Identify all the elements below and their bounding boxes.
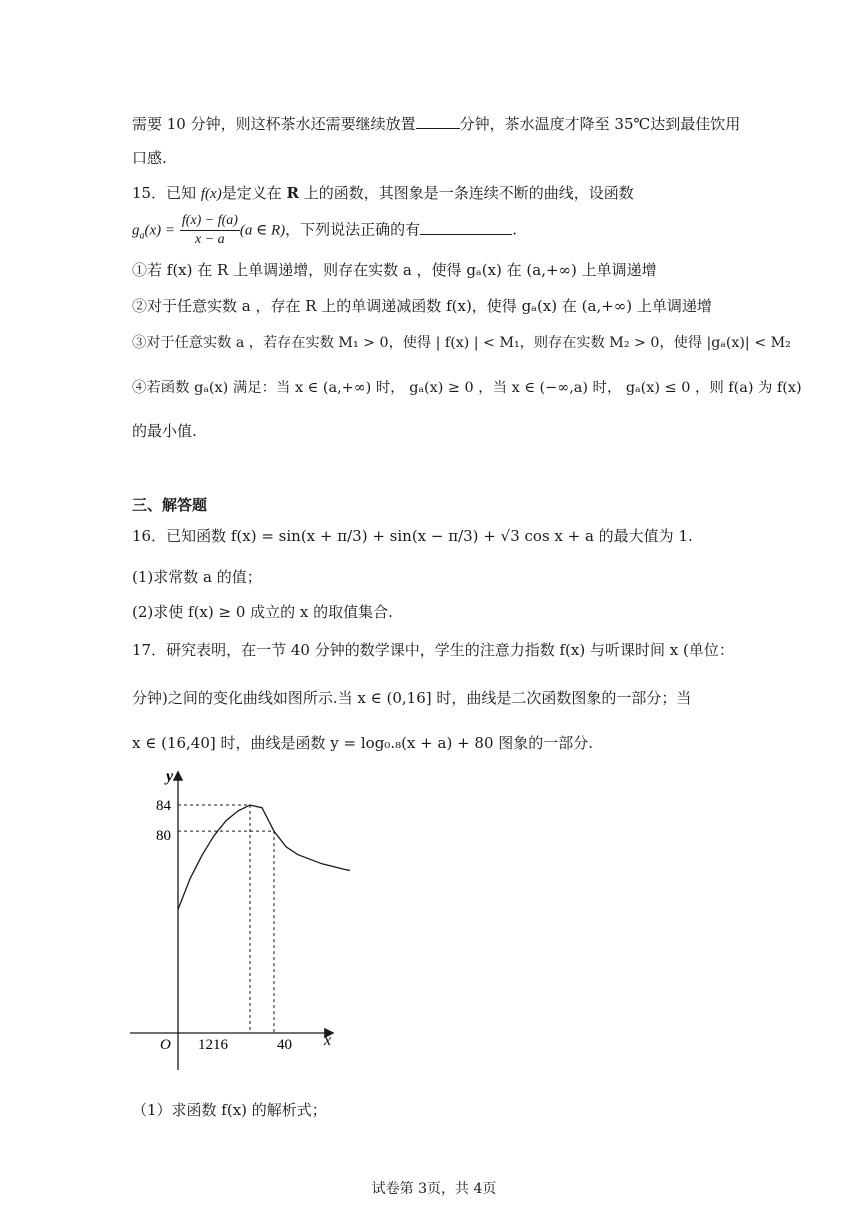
q15-stem	[132, 183, 634, 204]
q15-stem-b: 是定义在	[221, 184, 282, 202]
attention-graph	[130, 765, 350, 1075]
q15-fx: f(x)	[200, 186, 222, 202]
attention-curve	[178, 805, 350, 909]
section-title: 三、解答题	[132, 496, 208, 514]
g-subscript: a	[139, 230, 145, 242]
q16-stem: 16．已知函数 f(x) = sin(x + π/3) + sin(x − π/3) + √3 cos x + a 的最大值为 1.	[132, 527, 693, 545]
page-footer: 试卷第 3页，共 4页	[371, 1181, 497, 1197]
q15-answer-blank[interactable]	[420, 218, 512, 235]
q15-stem-c: 上的函数，其图象是一条连续不断的曲线，设函数	[303, 184, 634, 202]
q14-answer-blank[interactable]	[416, 112, 460, 129]
q15-option-1: ①若 f(x) 在 R 上单调递增，则存在实数 a ，使得 gₐ(x) 在 (a,+∞) 上单调递增	[132, 261, 657, 279]
q16-part2: (2)求使 f(x) ≥ 0 成立的 x 的取值集合.	[132, 603, 393, 621]
q16-part1: (1)求常数 a 的值；	[132, 568, 262, 586]
q15-stem-a: 15．已知	[132, 184, 197, 202]
origin-label: O	[160, 1037, 171, 1053]
q15-stem-d: ，下列说法正确的有	[285, 220, 421, 239]
q14-text-a: 需要 10 分钟，则这杯茶水还需要继续放置	[132, 115, 416, 133]
q15-g-definition	[132, 212, 517, 249]
guide-lines	[178, 805, 350, 1033]
g-fraction-num: f(x) − f(a)	[180, 212, 240, 231]
q14-line2: 口感.	[132, 149, 167, 167]
q15-option-2: ②对于任意实数 a ，存在 R 上的单调递减函数 f(x)，使得 gₐ(x) 在 (a,+∞) 上单调递增	[132, 297, 712, 315]
y-tick-80: 80	[156, 828, 171, 845]
q15-option-4: ④若函数 gₐ(x) 满足：当 x ∈ (a,+∞) 时， gₐ(x) ≥ 0 ，当 x ∈ (−∞,a) 时， gₐ(x) ≤ 0 ，则 f(a) 为 f(x)	[132, 380, 802, 396]
q17-line2: 分钟)之间的变化曲线如图所示.当 x ∈ (0,16] 时，曲线是二次函数图象的一部分；当	[132, 689, 692, 707]
g-symbol: g	[132, 222, 140, 239]
q15-stem-e: .	[512, 220, 517, 239]
q14-text-b: 分钟，茶水温度才降至 35℃达到最佳饮用	[459, 115, 741, 133]
x-tick-1216: 1216	[198, 1037, 228, 1053]
x-tick-40: 40	[277, 1037, 292, 1053]
g-condition: (a ∈ R)	[239, 222, 286, 239]
q17-line3: x ∈ (16,40] 时，曲线是函数 y = log₀.₈(x + a) + 80 图象的一部分.	[132, 734, 594, 752]
q17-part1: （1）求函数 f(x) 的解析式；	[132, 1101, 327, 1119]
q15-option-3: ③对于任意实数 a ，若存在实数 M₁ > 0，使得 | f(x) | < M₁，则存在实数 M₂ > 0，使得 |gₐ(x)| < M₂	[132, 335, 791, 351]
g-arg: (x) =	[144, 222, 176, 239]
y-tick-84: 84	[156, 798, 171, 815]
q17-line1: 17．研究表明，在一节 40 分钟的数学课中，学生的注意力指数 f(x) 与听课时间 x (单位：	[132, 641, 734, 659]
q14-line1	[132, 112, 740, 134]
q15-R: R	[286, 184, 299, 202]
x-axis-label: x	[324, 1032, 332, 1049]
g-fraction	[180, 212, 240, 249]
g-fraction-den: x − a	[195, 232, 225, 247]
q15-option-4-cont: 的最小值.	[132, 422, 197, 440]
y-axis-label: y	[166, 768, 174, 785]
